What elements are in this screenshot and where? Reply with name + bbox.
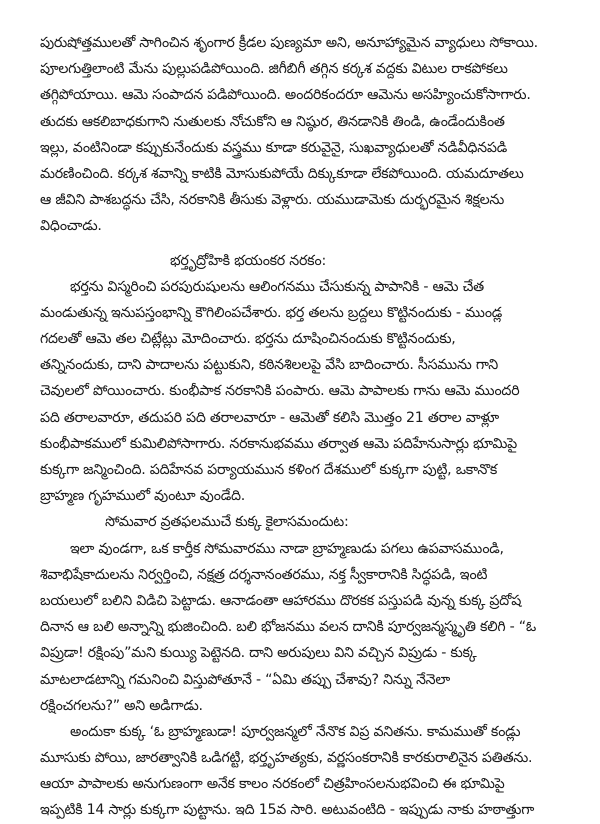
text-line: తగ్గిపోయాయి. ఆమె సంపాదన పడిపోయింది. అందరికందరూ ఆమెను అసహ్యించుకోసాగారు. (40, 87, 531, 104)
text-line: ఆ జీవిని పాశబద్ధను చేసి, నరకానికి తీసుకు వెళ్లారు. యముడామెకు దుర్భరమైన శిక్షలను (40, 192, 505, 209)
text-line: ఇప్పటికి 14 సార్లు కుక్కగా పుట్టాను. ఇది 15వ సారి. అటువంటిది - ఇప్పుడు నాకు హఠాత్తుగా (40, 802, 535, 819)
section-heading-somavara: సోమవార వ్రతఫలముచే కుక్క కైలాసమందుట: (105, 514, 349, 531)
text-line: మండుతున్న ఇనుపస్తంభాన్ని కౌగిలింపచేశారు. భర్త తలను బ్రద్దలు కొట్టినందుకు - ముండ్ల (40, 304, 503, 321)
text-line: ఇలా వుండగా, ఒక కార్తీక సోమవారము నాడా బ్రాహ్మణుడు పగలు ఉపవాసముండి, (70, 540, 504, 557)
text-line: పురుషోత్తములతో సాగించిన శృంగార క్రీడల పుణ్యమా అని, అనూహ్యామైన వ్యాధులు సోకాయి. (40, 35, 538, 51)
text-line: తుదకు ఆకలిబాధకుగాని నుతులకు నోచుకోని ఆ నిష్ఠుర, తినడానికి తిండి, ఉండేందుకింత (40, 113, 505, 130)
text-line: కుక్కగా జన్మించింది. పదిహేనవ పర్యాయమున కళింగ దేశములో కుక్కగా పుట్టి, ఒకానొక (40, 462, 498, 478)
text-line: మూసుకు పోయి, జారత్వానికి ఒడిగట్టి, భర్తృహత్యకు, వర్ణసంకరానికి కారకురాలినైన పతితను. (40, 750, 533, 767)
paragraph-karkasha-fate (40, 30, 560, 240)
text-line: ఆయా పాపాలకు అనుగుణంగా అనేక కాలం నరకంలో చిత్రహింసలనుభవించి ఈ భూమిపై (40, 776, 505, 793)
text-line: అందుకా కుక్క ‘ఓ బ్రాహ్మణుడా! పూర్వజన్మలో నేనొక విప్ర వనితను. కామముతో కండ్లు (70, 723, 521, 740)
text-line: ఇల్లు, వంటినిండా కప్పుకునేందుకు వస్త్రము కూడా కరువైనై, సుఖవ్యాధులతో నడివీధినపడి (40, 139, 507, 156)
text-line: విప్రుడా! రక్షింపు”మని కుయ్యి పెట్టెనది. దాని అరుపులు విని వచ్చిన విప్రుడు - కుక్క (40, 645, 477, 662)
text-line: తన్నినందుకు, దాని పాదాలను పట్టుకుని, కఠినశిలలపై వేసి బాదించారు. సీసమును గాని (40, 357, 498, 374)
section-heading-naraka: భర్తృద్రోహికి భయంకర నరకం: (170, 252, 326, 269)
text-line: శివాభిషేకాదులను నిర్వర్తించి, నక్షత్ర దర్శనానంతరము, నక్త స్వీకారానికి సిద్ధపడి, ఇంటి (40, 566, 488, 583)
text-line: పూలగుత్తిలాంటి మేను పుల్లుపడిపోయింది. జిగీబిగీ తగ్గిన కర్కశ వద్దకు విటుల రాకపోకలు (40, 61, 508, 78)
text-line: విధించాడు. (40, 218, 102, 235)
text-line: పది తరాలవారూ, తదుపరి పది తరాలవారూ - ఆమెతో కలిసి మొత్తం 21 తరాల వాళ్లూ (40, 409, 499, 426)
text-line: మరణించింది. కర్కశ శవాన్ని కాటికి మోసుకుపోయే దిక్కుకూడా లేకపోయింది. యమదూతలు (40, 165, 524, 182)
text-line: గదలతో ఆమె తల చిట్లేట్లు మోదించారు. భర్తను దూషించినందుకు కొట్టినందుకు, (40, 331, 456, 348)
text-line: కుంభీపాకములో కుమిలిపోసాగారు. నరకానుభవము తర్వాత ఆమె పదిహేనుసార్లు భూమిపై (40, 435, 518, 452)
text-line: దినాన ఆ బలి అన్నాన్ని భుజించింది. బలి భోజనము వలన దానికి పూర్వజన్మస్మృతి కలిగి - “ఓ (40, 619, 536, 636)
text-line: రక్షించగలను?” అని అడిగాడు. (40, 697, 203, 714)
text-line: బ్రాహ్మణ గృహములో వుంటూ వుండేది. (40, 488, 245, 505)
paragraph-punishment (40, 274, 560, 510)
text-line: భర్తను విస్మరించి పరపురుషులను ఆలింగనము చేసుకున్న పాపానికి - ఆమె చేత (70, 278, 484, 295)
text-line: మాటలాడటాన్ని గమనించి విస్తుపోతూనే - “ఏమి తప్పు చేశావు? నిన్ను నేనెలా (40, 671, 450, 688)
text-line: చెవులలో పోయించారు. కుంభీపాక నరకానికి పంపారు. ఆమె పాపాలకు గాను ఆమె ముందరి (40, 383, 520, 400)
paragraph-dog-reply (40, 719, 560, 824)
paragraph-dog-story (40, 536, 560, 719)
text-line: బయలులో బలిని విడిచి పెట్టాడు. ఆనాడంతా ఆహారము దొరకక పస్తుపడి వున్న కుక్క ప్రదోష (40, 592, 522, 609)
